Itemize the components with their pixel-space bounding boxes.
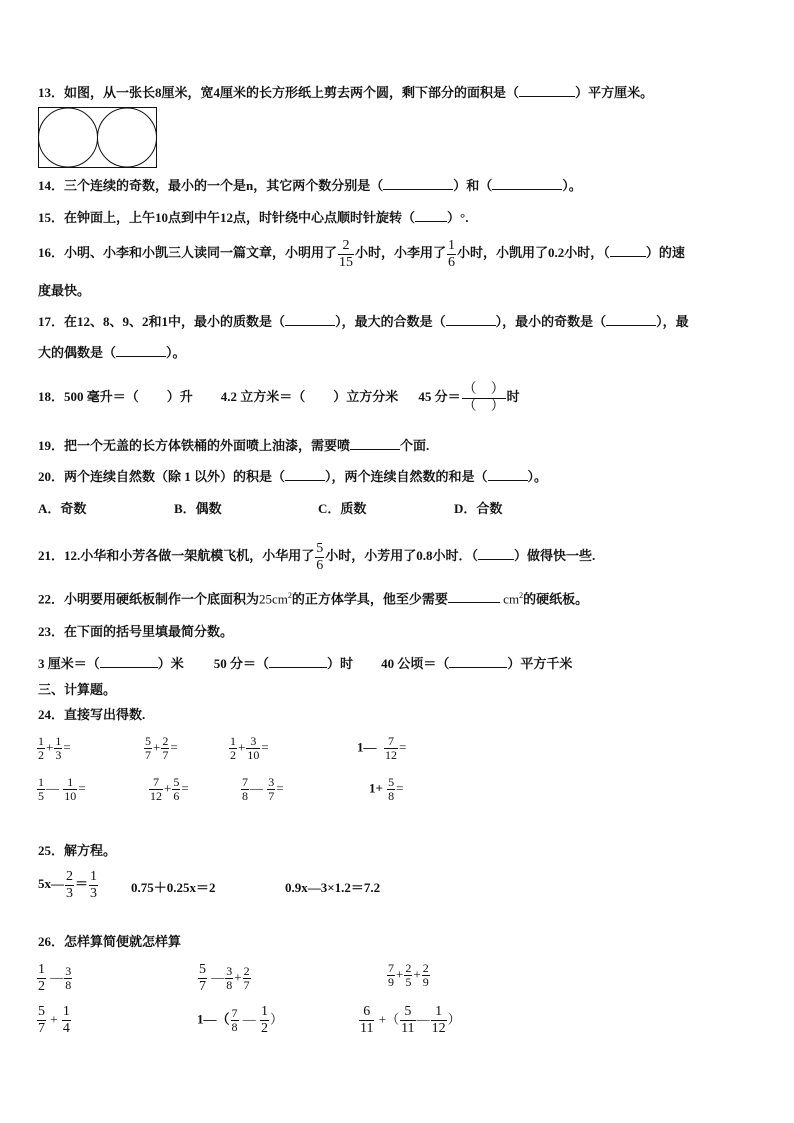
numerator: 7 [231, 1006, 238, 1020]
q13-length: 8 [155, 85, 162, 100]
q24-r2-e2[interactable] [148, 776, 189, 803]
q21-line [38, 538, 595, 574]
fraction-numerator: 5 [316, 540, 324, 556]
q15-line [38, 208, 469, 227]
q19-close: 个面. [400, 438, 430, 453]
q22-unit: cm [503, 591, 520, 607]
denominator: 7 [162, 748, 169, 762]
suffix: ） [447, 1011, 461, 1027]
q21-blank[interactable] [478, 546, 514, 560]
denominator: 7 [199, 979, 206, 994]
denominator: 8 [388, 789, 395, 803]
denominator: 10 [64, 789, 77, 803]
q18-part3: 45 分＝ [418, 389, 461, 404]
q24-r1-e2[interactable] [143, 735, 178, 762]
q17-text-c: ），最大的合数是（ [335, 314, 446, 329]
circle-left [39, 108, 98, 167]
numerator: 2 [243, 964, 250, 978]
q17-and: 和 [148, 314, 162, 329]
operator: + [234, 969, 242, 985]
q17-line [38, 312, 689, 331]
numerator: 7 [388, 961, 394, 975]
q26-r2-e3[interactable] [358, 1004, 461, 1037]
denominator: 3 [55, 748, 62, 762]
q23-part3-unit: ）平方千米 [507, 656, 573, 671]
q20-blank-1[interactable] [285, 467, 325, 481]
q17-nums: 12、8、9、2 [77, 314, 149, 329]
q18-part1: 18．500 毫升＝（ [38, 389, 139, 404]
operator: — [250, 780, 263, 796]
q24-r2-e3[interactable] [240, 776, 284, 803]
numerator: 3 [65, 964, 72, 978]
q24-r1-e4[interactable] [357, 735, 406, 762]
fraction-denominator: 15 [339, 254, 354, 270]
operator: + [50, 1011, 58, 1027]
denominator: 11 [360, 1021, 374, 1036]
equals: = [261, 739, 269, 755]
numerator: 1 [67, 775, 74, 789]
numerator: 2 [66, 868, 73, 884]
q17-text-b: 中，最小的质数是（ [168, 314, 286, 329]
q22-text: 22．小明要用硬纸板制作一个底面积为 [38, 591, 260, 607]
q26-r2-e2[interactable] [197, 1004, 283, 1037]
equals: = [78, 780, 86, 796]
q19-text: 19．把一个无盖的长方体铁桶的外面喷上油漆，需要喷 [38, 438, 351, 453]
q16-text-e: ）的速 [645, 245, 685, 260]
q21-fraction [315, 541, 324, 574]
q13-close: ）平方厘米。 [575, 85, 654, 100]
operator: + [46, 739, 54, 755]
operator: — [416, 1011, 430, 1027]
numerator: 1 [55, 734, 62, 748]
q17-blank-3[interactable] [606, 312, 656, 326]
q16-line [38, 236, 685, 271]
q16-t02: 0.2 [548, 245, 565, 260]
numerator: 3 [226, 964, 233, 978]
operator: + [238, 739, 246, 755]
q19-blank[interactable] [350, 436, 400, 450]
operator: — [211, 969, 225, 985]
numerator: 7 [242, 775, 248, 789]
q15-t12: 12 [220, 210, 234, 225]
q13-width: 4 [213, 85, 221, 100]
q15-blank[interactable] [415, 208, 447, 222]
q26-r1-e2[interactable] [197, 962, 252, 995]
q14-mid: ）和（ [453, 178, 493, 193]
q14-line [38, 176, 582, 195]
q26-r1-e3[interactable] [386, 962, 431, 989]
numerator: 1 [38, 775, 44, 789]
q13-text: 如图，从一张长 [64, 85, 156, 100]
q17-text-e: ），最 [656, 314, 689, 329]
numerator: 2 [405, 961, 412, 975]
q13-answer-blank[interactable] [519, 83, 575, 97]
q21-close: ）做得快一些. [514, 548, 596, 563]
q17-line-2 [38, 343, 186, 362]
q23-blank-3[interactable] [449, 654, 507, 668]
circle-right [98, 108, 157, 167]
q16-fraction-2 [447, 238, 456, 271]
q22-area: 25cm [259, 591, 288, 607]
numerator: 6 [363, 1004, 371, 1019]
q18-line [38, 378, 520, 416]
denominator: 2 [261, 1021, 269, 1036]
denominator: 11 [401, 1021, 415, 1036]
operator: + [164, 780, 172, 796]
numerator: 5 [145, 734, 151, 748]
q22-text-b: 的正方体学具，他至少需要 [291, 591, 448, 607]
q25-eq2[interactable]: 0.75＋0.25x＝2 [131, 880, 216, 895]
denominator: 8 [65, 978, 72, 992]
q24-r1-e3[interactable] [228, 735, 269, 762]
denominator: 4 [62, 1021, 70, 1036]
q26-line: 26．怎样算简便就怎样算 [38, 934, 182, 949]
q17-blank-2[interactable] [446, 312, 496, 326]
equals: = [181, 780, 189, 796]
q23-part2: 50 分＝（ [213, 656, 270, 671]
eq1-left: 5x— [38, 876, 64, 891]
operator: — [46, 780, 59, 796]
q14-text-b: ，其它两个数分别是（ [253, 178, 384, 193]
q13-figure-rectangle-circles [38, 107, 158, 169]
q14-text: 14．三个连续的奇数，最小的一个是 [38, 178, 247, 193]
prefix: 1— [357, 739, 377, 755]
equals: = [276, 780, 284, 796]
denominator: 7 [243, 978, 250, 992]
denominator: 7 [268, 789, 275, 803]
prefix: 1—（ [197, 1011, 230, 1027]
numerator: 1 [261, 1004, 269, 1019]
q24-line: 24．直接写出得数. [38, 707, 146, 722]
q15-text: 15．在钟面上，上午 [38, 210, 156, 225]
q21-t08: 0.8 [416, 548, 433, 563]
denominator: 5 [405, 975, 412, 989]
q22-blank[interactable] [448, 589, 500, 603]
q18-part1-unit: ）升 [166, 389, 193, 404]
q26-r2-e1[interactable] [36, 1004, 72, 1037]
operator: — [242, 1011, 256, 1027]
q23-blank-1[interactable] [100, 654, 158, 668]
q24-r2-e4[interactable] [369, 776, 404, 803]
q25-eq1[interactable] [38, 866, 99, 902]
denominator: 2 [38, 979, 45, 994]
numerator: 1 [230, 734, 236, 748]
denominator: 3 [90, 885, 98, 901]
operator: + [153, 739, 161, 755]
q24-r2-e1[interactable] [36, 776, 86, 803]
q15-text-b: 点到中午 [168, 210, 221, 225]
q18-part2-unit: ）立方分米 [333, 389, 399, 404]
equals: = [399, 739, 407, 755]
q14-close: ）。 [562, 178, 582, 193]
q23-blank-2[interactable] [269, 654, 327, 668]
q20-option-d[interactable]: D．合数 [454, 501, 503, 516]
numerator: 5 [38, 1004, 45, 1019]
q24-r1-e1[interactable] [36, 735, 71, 762]
numerator: 2 [422, 961, 429, 975]
denominator: 7 [38, 1021, 45, 1036]
q18-fraction-blank[interactable] [462, 382, 506, 415]
q16-blank[interactable] [610, 243, 646, 257]
q17-line2-text: 大的偶数是（ [38, 345, 117, 360]
denominator: 3 [66, 885, 73, 901]
numerator: 7 [388, 734, 394, 748]
q16-text-c: 小时，小凯用了 [457, 245, 549, 260]
q20-mid: ），两个连续自然数的和是（ [325, 469, 488, 484]
denominator: 10 [247, 748, 260, 762]
operator: — [50, 969, 64, 985]
fraction-numerator: 2 [342, 237, 350, 253]
q21-text-c: 小时．（ [432, 548, 479, 563]
numerator: 5 [404, 1004, 412, 1019]
q20-line [38, 467, 547, 486]
operator: + [396, 966, 404, 982]
q17-text: 17．在 [38, 314, 78, 329]
q14-n: n [246, 178, 254, 193]
q22-sup: 2 [287, 591, 292, 600]
numerator: 1 [38, 734, 44, 748]
q20-option-b[interactable]: B．偶数 [174, 501, 222, 516]
q23-part3: 40 公顷＝（ [381, 656, 450, 671]
q17-one: 1 [161, 314, 169, 329]
denominator: 9 [388, 975, 394, 989]
denominator: 2 [38, 748, 44, 762]
q17-blank-4[interactable] [116, 343, 166, 357]
equals: ＝ [75, 876, 89, 891]
numerator: 1 [62, 1004, 70, 1019]
numerator: 3 [250, 734, 257, 748]
q26-r1-e1[interactable] [36, 962, 73, 995]
fraction-denominator: 6 [316, 557, 324, 573]
fraction-numerator: 1 [448, 237, 456, 253]
q22-sup2: 2 [519, 591, 524, 600]
q23-items [38, 654, 572, 673]
equals: = [170, 739, 178, 755]
q14-blank-1[interactable] [383, 176, 453, 190]
q23-part1: 3 厘米＝（ [38, 656, 100, 671]
q19-line [38, 436, 429, 455]
q21-text-b: 小时，小芳用了 [325, 548, 417, 563]
q13-text-b: 厘米，宽 [161, 85, 214, 100]
equals: = [396, 780, 404, 796]
suffix: ） [270, 1011, 284, 1027]
denominator: 8 [231, 1020, 238, 1034]
denominator: 6 [173, 789, 180, 803]
numerator: 1 [38, 962, 45, 977]
denominator: 9 [422, 975, 429, 989]
q13-text-c: 厘米的长方形纸上剪去两个圆，剩下部分的面积是（ [220, 85, 520, 100]
q16-line-2: 度最快。 [38, 283, 91, 298]
prefix: 1+ [369, 780, 383, 796]
section-3-heading: 三、计算题。 [38, 682, 117, 697]
denominator: 2 [230, 748, 236, 762]
q18-part3-unit: 时 [506, 389, 520, 404]
q16-text-b: 小时，小李用了 [355, 245, 447, 260]
denominator: 8 [242, 789, 248, 803]
q13-line [38, 83, 653, 102]
q18-part2: 4.2 立方米＝（ [220, 389, 306, 404]
denominator: 8 [226, 978, 233, 992]
q23-part2-unit: ）时 [327, 656, 354, 671]
q22-line [38, 587, 588, 608]
numerator: 7 [153, 775, 159, 789]
q23-line: 23．在下面的括号里填最简分数。 [38, 624, 234, 639]
q22-text-c: 的硬纸板。 [523, 591, 589, 607]
fraction-denominator: 6 [448, 254, 456, 270]
q21-text: 21．12.小华和小芳各做一架航模飞机，小华用了 [38, 548, 315, 563]
q20-blank-2[interactable] [488, 467, 528, 481]
q16-fraction-1 [338, 238, 354, 271]
denominator: 7 [145, 748, 151, 762]
q16-text: 16．小明、小李和小凯三人读同一篇文章，小明用了 [38, 245, 338, 260]
q14-blank-2[interactable] [492, 176, 562, 190]
q25-eq3[interactable]: 0.9x—3×1.2＝7.2 [285, 880, 381, 895]
q15-t10: 10 [155, 210, 169, 225]
denominator: 12 [150, 789, 162, 803]
numerator: 5 [173, 775, 180, 789]
numerator: 5 [388, 775, 395, 789]
q25-line: 25．解方程。 [38, 843, 117, 858]
numerator: 1 [90, 868, 98, 884]
q15-text-c: 点，时针绕中心点顺时针旋转（ [233, 210, 416, 225]
numerator: 2 [162, 734, 169, 748]
q16-text-d: 小时，（ [564, 245, 610, 260]
q20-close: ）。 [527, 469, 548, 484]
operator: + [413, 966, 421, 982]
q15-close: ）°. [447, 210, 469, 225]
denominator: 12 [385, 748, 397, 762]
q17-close: ）。 [166, 345, 186, 360]
q13-number: 13． [38, 85, 65, 100]
denominator: 12 [431, 1021, 446, 1036]
fraction-denominator: （ ） [462, 398, 505, 414]
numerator: 5 [199, 962, 206, 977]
fraction-numerator: （ ） [462, 381, 505, 397]
q20-option-c[interactable]: C．质数 [318, 501, 367, 516]
operator: +（ [378, 1011, 400, 1027]
numerator: 3 [268, 775, 275, 789]
denominator: 5 [38, 789, 44, 803]
q20-text: 20．两个连续自然数（除 1 以外）的积是（ [38, 469, 286, 484]
q17-text-d: ），最小的奇数是（ [495, 314, 607, 329]
q20-option-a[interactable]: A．奇数 [38, 501, 87, 516]
q17-blank-1[interactable] [285, 312, 335, 326]
numerator: 1 [435, 1004, 443, 1019]
equals: = [63, 739, 71, 755]
q23-part1-unit: ）米 [157, 656, 184, 671]
